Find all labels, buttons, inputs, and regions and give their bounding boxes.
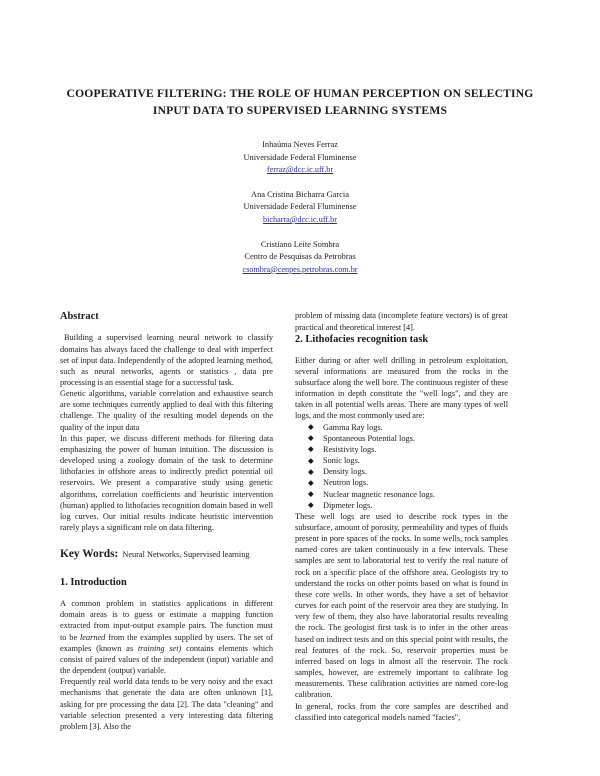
diamond-bullet-icon: ◆: [308, 477, 314, 487]
intro-italic-learned: learned: [79, 632, 106, 642]
author-affiliation: Universidade Federal Fluminense: [243, 202, 357, 212]
list-item-label: Spontaneous Potential logs.: [323, 433, 415, 443]
lithofacies-paragraph-2: These well logs are used to describe rock types in the subsurface, amount of porosity, permeability and types of fluids present in pore spaces of the rocks. In some wells, rock samples named cores are taken continuously in a few intervals. These samples are sent to laboratorial test to verify the real nature of rock on a specific place of the offshore area. Geologists try to understand the rocks on other points based on what is found in these core wells. In other words, they have a set of behavior curves for each point of the reservoir area they are studying. In very few of them, they also have laboratorial results revealing the rock. The geologist first task is to infer in the other areas based on indirect tests and on this special point with results, the real features of the rock. So, reservoir properties must be inferred based on logs in almost all the reservoir. The rock samples, however, are extremely important to calibrate log measurements. These calibration activities are named core-log calibration.: [295, 511, 508, 700]
author-entry: [60, 189, 540, 227]
author-list: [60, 139, 540, 276]
author-email-link[interactable]: bicharra@dcc.ic.uff.br: [263, 214, 337, 224]
diamond-bullet-icon: ◆: [308, 466, 314, 476]
intro-text-segment-1: A common problem in statistics applications in different domain areas is to guess or estimate a mapping function extracted from input-output example pairs. The function must to be: [60, 599, 273, 642]
author-email-link[interactable]: csombra@cenpes.petrobras.com.br: [242, 264, 358, 274]
abstract-paragraph-3: In this paper, we discuss different methods for filtering data emphasizing the power of human intuition. The discussion is developed using a zoology domain of the task to determine lithofacies in offshore areas to indirectly predict potential oil reservoirs. We present a comparative study using genetic algorithms, correlation coefficients and heuristic intervention (human) applied to lithofacies recognition domain based in well log curves. Our initial results indicate heuristic intervention rarely plays a significant role on data filtering.: [60, 433, 273, 532]
list-item: [295, 455, 508, 466]
introduction-heading: 1. Introduction: [60, 577, 127, 589]
list-item: [295, 466, 508, 477]
list-item-label: Density logs.: [323, 467, 367, 477]
lithofacies-heading: 2. Lithofacies recognition task: [295, 333, 429, 345]
intro-text-segment-3: contains elements which consist of paired values of the independent (input) variable and the dependent (output) variable.: [60, 643, 273, 676]
keywords-line: [60, 546, 273, 561]
author-entry: [60, 239, 540, 277]
list-item-label: Dipmeter logs.: [323, 500, 373, 510]
list-item: [295, 433, 508, 444]
author-name: Cristiano Leite Sombra: [260, 239, 340, 249]
abstract-heading: Abstract: [60, 311, 99, 323]
keywords-label: Key Words:: [60, 548, 119, 561]
diamond-bullet-icon: ◆: [308, 489, 314, 499]
diamond-bullet-icon: ◆: [308, 422, 314, 432]
intro-italic-training-set: training set): [137, 643, 182, 653]
list-item-label: Resistivity logs.: [323, 444, 377, 454]
list-item: [295, 477, 508, 488]
right-column: [295, 310, 508, 732]
diamond-bullet-icon: ◆: [308, 444, 314, 454]
lithofacies-paragraph-1: Either during or after well drilling in petroleum exploitation, several informations are measured from the rocks in the subsurface along the well bore. The continuous register of these information in depth constitute the "well logs", and they are taken in all potential wells areas. There are many types of well logs, and the most commonly used are:: [295, 355, 508, 421]
author-affiliation: Centro de Pesquisas da Petrobras: [244, 252, 356, 262]
continuation-paragraph: problem of missing data (incomplete feature vectors) is of great practical and theoretical interest [4].: [295, 311, 508, 332]
list-item-label: Sonic logs.: [323, 456, 360, 466]
diamond-bullet-icon: ◆: [308, 433, 314, 443]
list-item-label: Gamma Ray logs.: [323, 422, 383, 432]
page-title: COOPERATIVE FILTERING: THE ROLE OF HUMAN PERCEPTION ON SELECTING INPUT DATA TO SUPERVISED LEARNING SYSTEMS: [66, 87, 534, 117]
well-log-types-list: [295, 422, 508, 511]
author-name: Ana Cristina Bicharra Garcia: [251, 189, 349, 199]
list-item: [295, 489, 508, 500]
introduction-paragraph-1: [60, 598, 273, 676]
abstract-paragraph-1: Building a supervised learning neural network to classify domains has always faced the challenge to deal with imperfect set of input data. Independently of the adopted learning method, such as neural networks, agents or statistics , data pre processing is an essential stage for a successful task.: [60, 333, 273, 387]
author-name: Inhaúma Neves Ferraz: [262, 140, 338, 149]
list-item-label: Nuclear magnetic resonance logs.: [323, 489, 435, 499]
list-item: [295, 500, 508, 511]
lithofacies-paragraph-3: In general, rocks from the core samples are described and classified into categorical models named "facies",: [295, 701, 508, 722]
list-item: [295, 422, 508, 433]
author-entry: [60, 139, 540, 177]
list-item: [295, 444, 508, 455]
author-email-link[interactable]: ferraz@dcc.ic.uff.br: [266, 165, 334, 175]
keywords-value: Neural Networks, Supervised learning: [122, 550, 250, 560]
left-column: [60, 310, 273, 732]
list-item-label: Neutron logs.: [323, 478, 369, 488]
abstract-paragraph-2: Genetic algorithms, variable correlation and exhaustive search are some techniques currently applied to deal with this filtering challenge. The quality of the resulting model depends on the quality of the input data: [60, 389, 273, 432]
author-affiliation: Universidade Federal Fluminense: [243, 152, 357, 162]
intro-text-segment-2: from the examples supplied by users. The set of examples (known as: [60, 632, 273, 653]
diamond-bullet-icon: ◆: [308, 500, 314, 510]
two-column-body: [60, 310, 540, 732]
diamond-bullet-icon: ◆: [308, 455, 314, 465]
introduction-paragraph-2: Frequently real world data tends to be very noisy and the exact mechanisms that generate the data are often unknown [1], asking for pre processing the data [2]. The data "cleaning" and variable selection presented a very interesting data filtering problem [3]. Also the: [60, 677, 273, 731]
